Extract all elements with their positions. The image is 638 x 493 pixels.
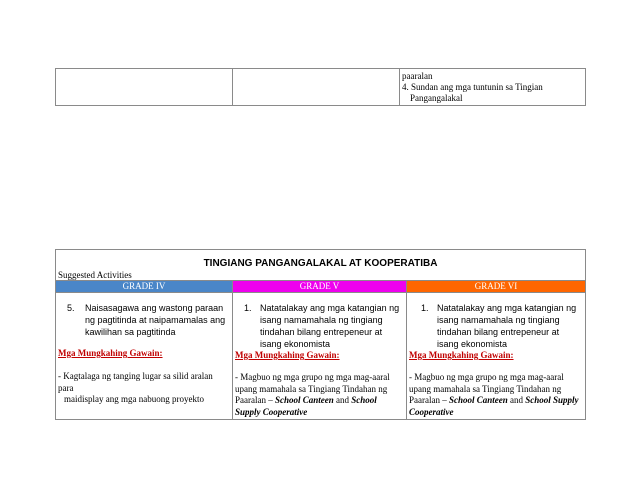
activity-description [58,371,230,406]
grade-v-objective [233,293,406,350]
school-supply-cooperative-text: School Supply Cooperative [409,395,579,417]
rule-item-4-continuation: Pangangalakal [410,93,463,103]
grade-vi-header: GRADE VI [407,281,586,293]
objective-text: Natatalakay ang mga katangian ng isang namamahala ng tingiang tindahan bilang entrepeneur at isang ekonomista [437,303,577,349]
grade-vi-cell [407,293,586,420]
title-cell [56,250,586,281]
school-canteen-text: School Canteen [448,395,508,405]
and-text: and [333,395,352,405]
activities-table [55,249,586,420]
rule-item-4-text: Sundan ang mga tuntunin sa Tingian [411,82,543,92]
objective-number: 1. [244,303,252,313]
mungkahing-gawain-heading: Mga Mungkahing Gawain: [409,350,514,360]
grade-iv-objective [56,293,232,338]
rule-item-4-number: 4. [402,82,409,92]
activity-description-text: - Magbuo ng mga grupo ng mga mag-aaral upang mamahala sa Tingiang Tindahan ng Paaralan – [409,372,564,405]
objective-text: Natatalakay ang mga katangian ng isang namamahala ng tingiang tindahan bilang entrepeneur at isang ekonomista [260,303,400,349]
school-canteen-text: School Canteen [274,395,334,405]
grade-vi-objective [407,293,585,350]
objective-text: Naisasagawa ang wastong paraan ng pagtitinda at naipamamalas ang kawilihan sa pagtitinda [85,303,226,337]
activity-description-line-2: maidisplay ang mga nabuong proyekto [64,394,204,404]
objective-number: 5. [67,303,75,313]
mungkahing-gawain-heading: Mga Mungkahing Gawain: [235,350,340,360]
grade-v-header: GRADE V [233,281,407,293]
grade-iv-header: GRADE IV [56,281,233,293]
rule-item-4 [402,82,585,93]
paaralan-line: paaralan [402,71,433,81]
activity-description-text: - Magbuo ng mga grupo ng mga mag-aaral upang mamahala sa Tingiang Tindahan ng Paaralan – [235,372,390,405]
and-text: and [507,395,526,405]
top-cell-2 [233,69,400,106]
top-cell-3 [400,69,586,106]
table-title: TINGIANG PANGANGALAKAL AT KOOPERATIBA [203,258,438,269]
top-cell-1 [56,69,233,106]
activity-description [409,372,581,418]
grade-v-cell [233,293,407,420]
objective-number: 1. [421,303,429,313]
mungkahing-gawain-heading: Mga Mungkahing Gawain: [58,348,163,358]
school-supply-cooperative-text: School Supply Cooperative [235,395,377,417]
suggested-activities-label: Suggested Activities [58,270,132,280]
activity-description [235,372,402,418]
top-table-fragment [55,68,586,106]
activity-description-line-1: - Kagtalaga ng tanging lugar sa silid aralan para [58,371,213,393]
grade-iv-cell [56,293,233,420]
